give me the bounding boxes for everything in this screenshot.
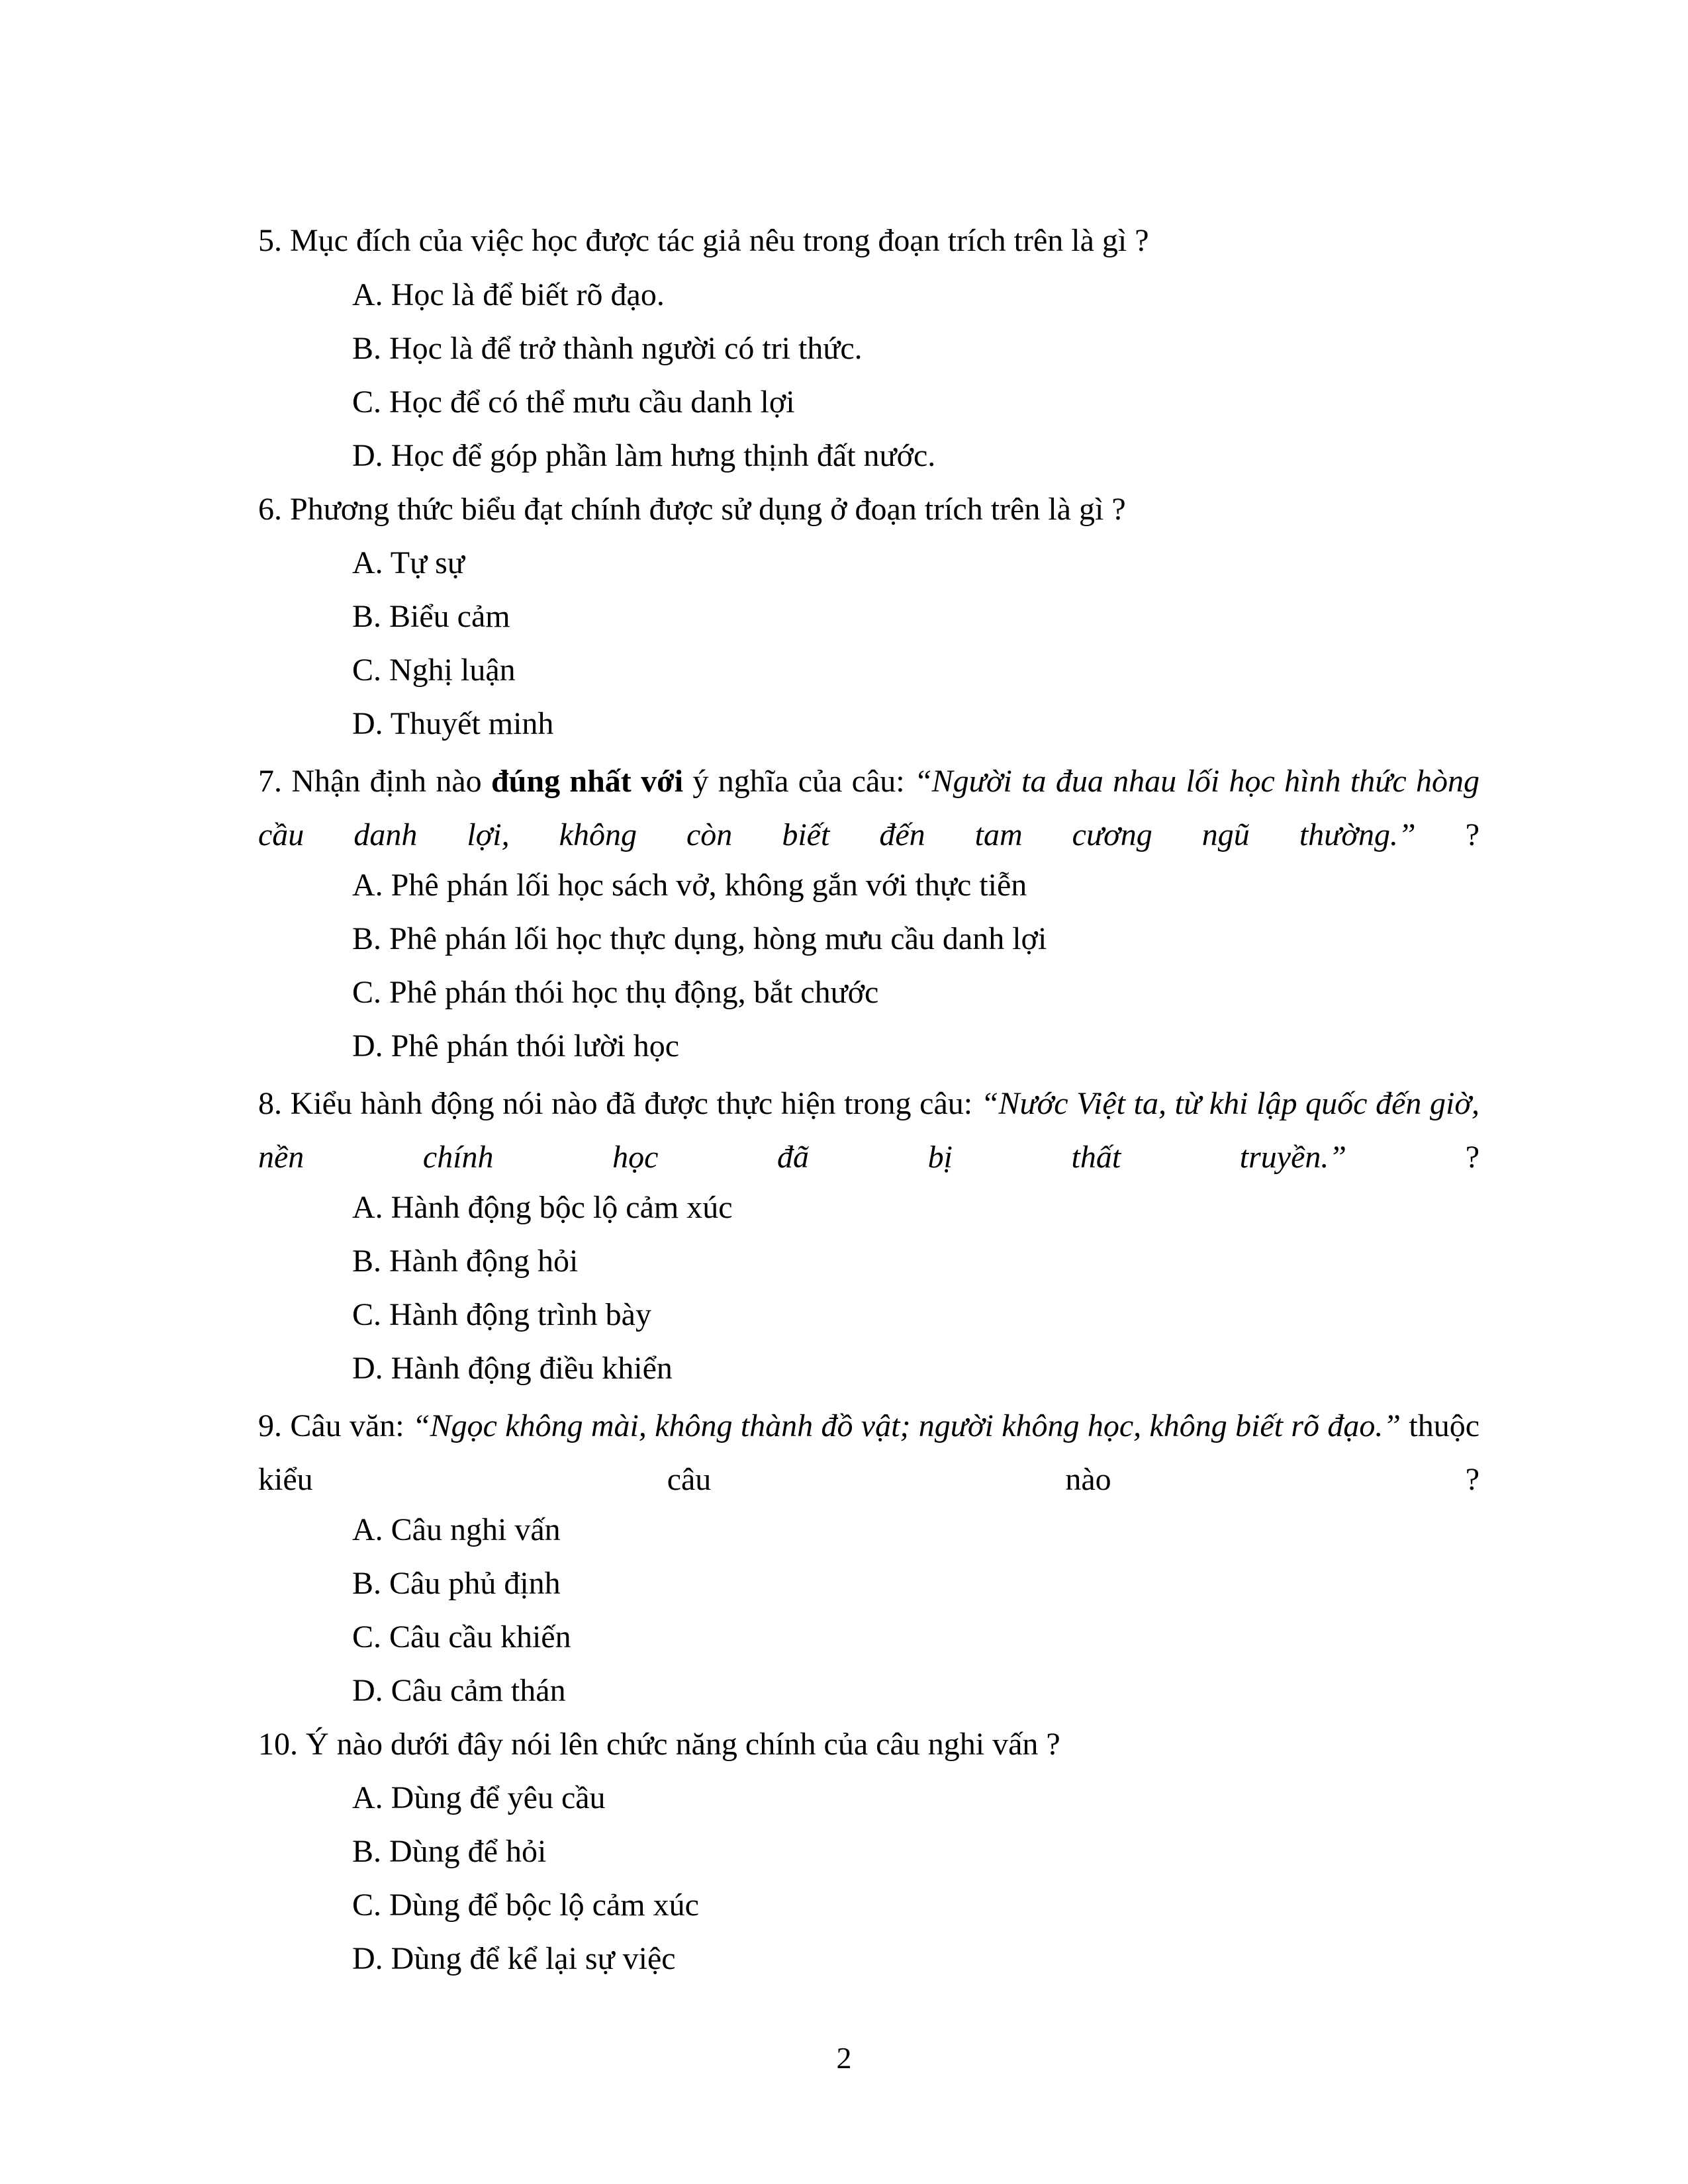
question-10-option-a: A. Dùng để yêu cầu xyxy=(352,1780,606,1815)
question-7-text-prefix: Nhận định nào xyxy=(291,764,482,799)
question-7-text-mid: ý nghĩa của câu: xyxy=(692,764,905,799)
question-7-text-suffix: ? xyxy=(1465,817,1479,852)
question-5-option-d: D. Học để góp phần làm hưng thịnh đất nước. xyxy=(352,438,936,473)
question-5-option-b: B. Học là để trở thành người có tri thức. xyxy=(352,331,863,366)
question-10-number: 10. xyxy=(258,1727,298,1762)
question-6-option-c: C. Nghị luận xyxy=(352,653,516,688)
question-9-quote: “Ngọc không mài, không thành đồ vật; người không học, không biết rõ đạo.” xyxy=(412,1408,1401,1443)
question-8-text-prefix: Kiểu hành động nói nào đã được thực hiện trong câu: xyxy=(290,1086,973,1121)
question-9-text-prefix: Câu văn: xyxy=(290,1408,404,1443)
question-8-text-suffix: ? xyxy=(1465,1140,1480,1175)
question-6 xyxy=(258,491,1126,528)
question-6-option-a: A. Tự sự xyxy=(352,545,465,580)
question-5-option-a: A. Học là để biết rõ đạo. xyxy=(352,277,665,312)
question-9-option-c: C. Câu cầu khiến xyxy=(352,1619,571,1655)
question-8-option-d: D. Hành động điều khiển xyxy=(352,1351,673,1386)
question-10-option-d: D. Dùng để kể lại sự việc xyxy=(352,1941,676,1976)
question-7-text-bold: đúng nhất với xyxy=(491,764,684,799)
question-5 xyxy=(258,222,1149,259)
question-9-option-a: A. Câu nghi vấn xyxy=(352,1512,561,1547)
question-8-option-c: C. Hành động trình bày xyxy=(352,1297,651,1332)
question-8-number: 8. xyxy=(258,1086,282,1121)
page-number: 2 xyxy=(836,2041,852,2075)
question-9-text-suffix: thuộc kiểu câu nào ? xyxy=(258,1408,1480,1497)
question-6-option-d: D. Thuyết minh xyxy=(352,706,554,741)
question-9 xyxy=(258,1399,1479,1506)
question-5-number: 5. xyxy=(258,223,282,258)
question-6-number: 6. xyxy=(258,492,282,527)
question-7-option-a: A. Phê phán lối học sách vở, không gắn với thực tiễn xyxy=(352,868,1027,903)
question-7-number: 7. xyxy=(258,764,282,799)
question-9-option-b: B. Câu phủ định xyxy=(352,1566,561,1601)
question-6-option-b: B. Biểu cảm xyxy=(352,599,510,634)
question-8-option-b: B. Hành động hỏi xyxy=(352,1244,579,1279)
question-10-option-b: B. Dùng để hỏi xyxy=(352,1834,547,1869)
question-8-option-a: A. Hành động bộc lộ cảm xúc xyxy=(352,1190,733,1225)
question-7-option-b: B. Phê phán lối học thực dụng, hòng mưu cầu danh lợi xyxy=(352,921,1047,956)
question-6-text: Phương thức biểu đạt chính được sử dụng ở đoạn trích trên là gì ? xyxy=(290,492,1126,527)
question-7-quote: “Người ta đua nhau lối học hình thức hòng cầu danh lợi, không còn biết đến tam cương ngũ thường.” xyxy=(258,764,1480,852)
question-7-option-d: D. Phê phán thói lười học xyxy=(352,1028,680,1064)
question-8-quote: “Nước Việt ta, từ khi lập quốc đến giờ, nền chính học đã bị thất truyền.” xyxy=(258,1086,1480,1175)
question-10 xyxy=(258,1726,1060,1763)
question-8 xyxy=(258,1077,1479,1184)
question-7-option-c: C. Phê phán thói học thụ động, bắt chước xyxy=(352,975,879,1010)
question-9-number: 9. xyxy=(258,1408,282,1443)
question-10-text: Ý nào dưới đây nói lên chức năng chính của câu nghi vấn ? xyxy=(306,1727,1060,1762)
question-10-option-c: C. Dùng để bộc lộ cảm xúc xyxy=(352,1888,699,1923)
question-5-text: Mục đích của việc học được tác giả nêu trong đoạn trích trên là gì ? xyxy=(290,223,1149,258)
question-5-option-c: C. Học để có thể mưu cầu danh lợi xyxy=(352,385,795,420)
question-7 xyxy=(258,754,1479,862)
question-9-option-d: D. Câu cảm thán xyxy=(352,1673,566,1708)
